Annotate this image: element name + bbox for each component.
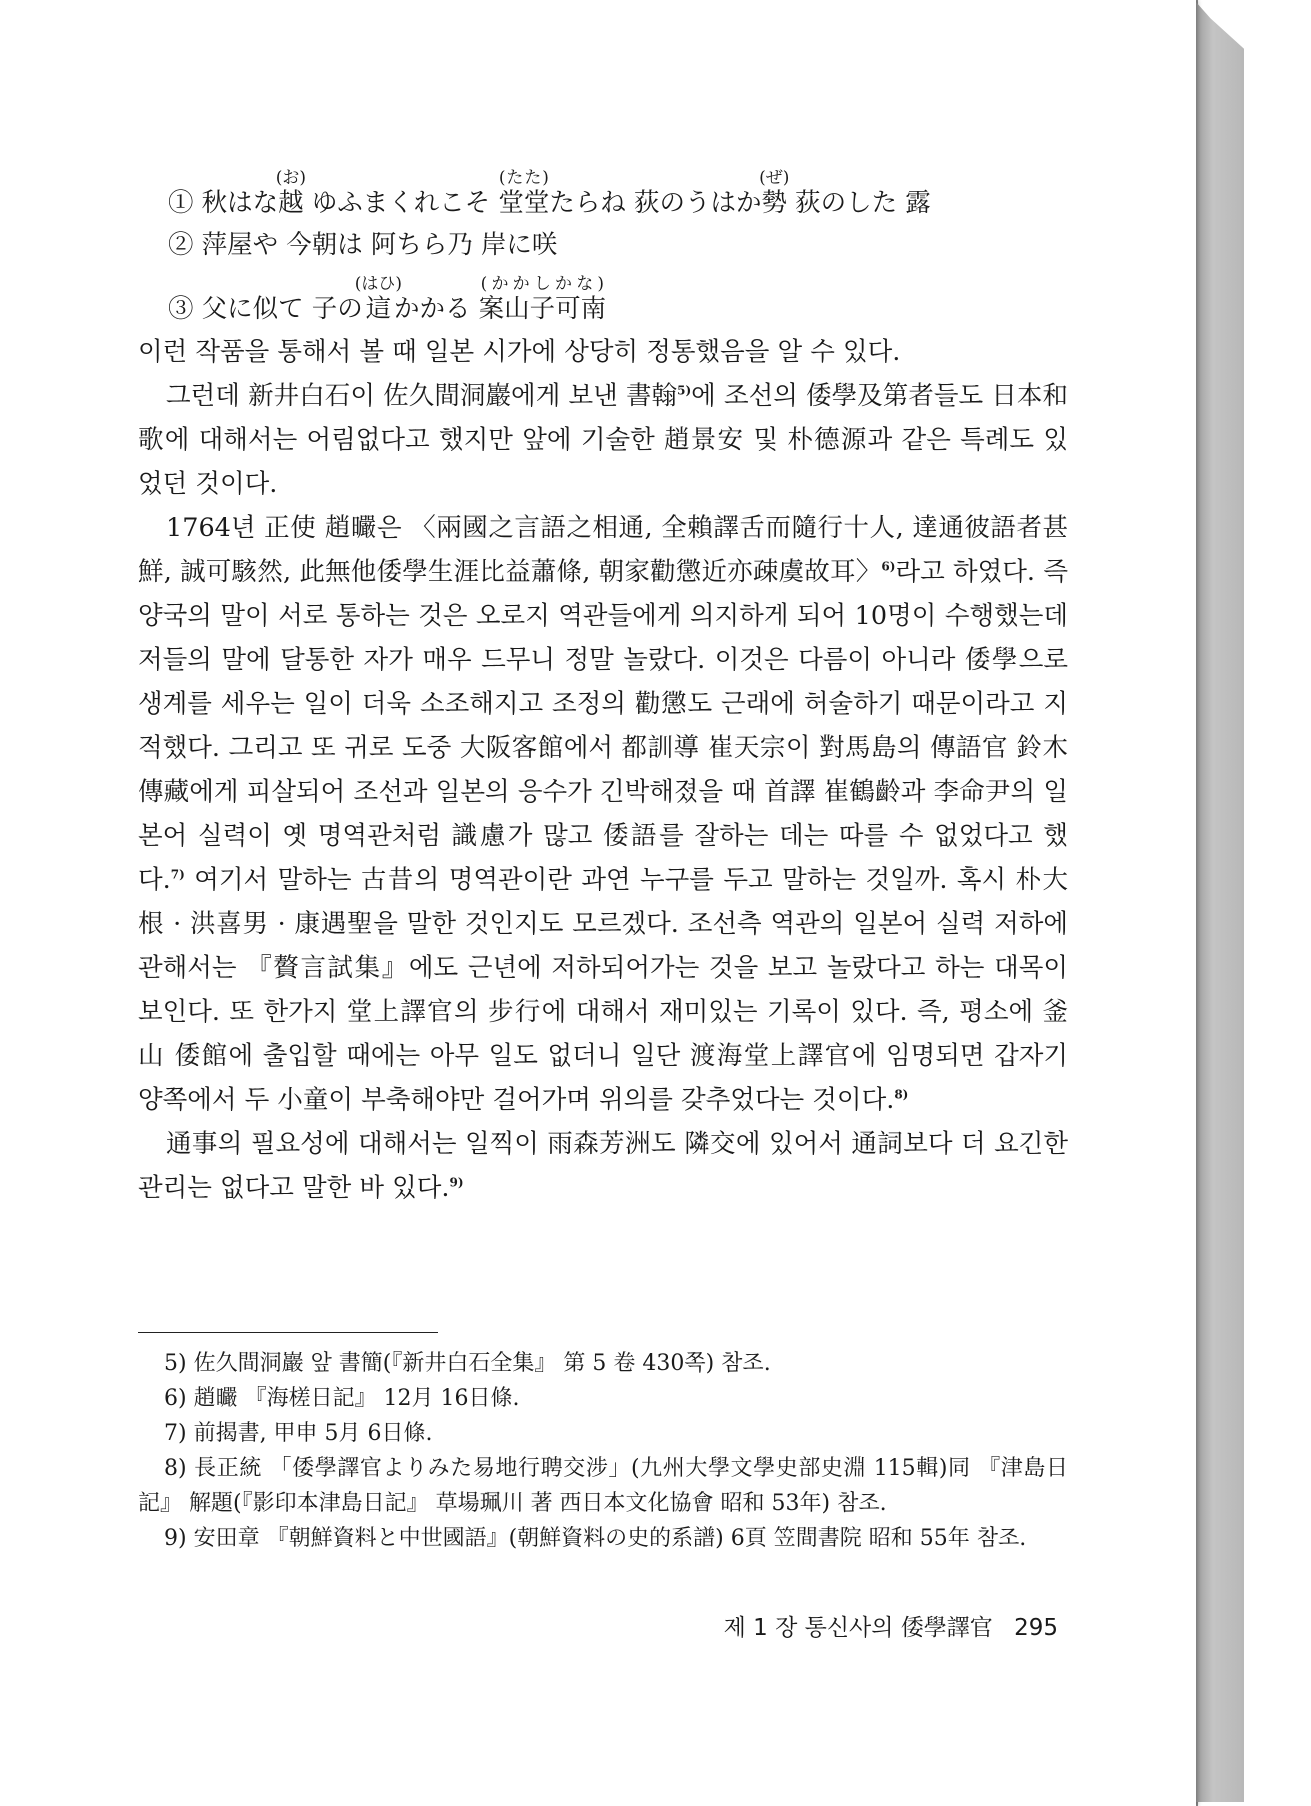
ruby-text: 案山子可南(かかしかな) (478, 274, 607, 324)
text-run: 라고 하였다. 즉 양국의 말이 서로 통하는 것은 오로지 역관들에게 의지하게 되어 10명이 수행했는데 저들의 말에 달통한 자가 매우 드무니 정말 놀랐다. 이것은 다름이 아니라 倭學으로 생계를 세우는 일이 더욱 소조해지고 조정의 勸懲도 근래에 허술하기 때문이라고 지적했다. 그리고 또 귀로 도중 大阪客館에서 都訓導 崔天宗이 對馬島의 傳語官 鈴木傳藏에게 피살되어 조선과 일본의 응수가 긴박해졌을 때 首譯 崔鶴齡과 李命尹의 일본어 실력이 옛 명역관처럼 識慮가 많고 倭語를 잘하는 데는 따를 수 없었다고 했다. (138, 557, 1068, 895)
body-text (138, 160, 1068, 1210)
paragraph (138, 330, 1068, 374)
haiku-list (138, 168, 1068, 330)
footnote-ref: 5) (677, 383, 692, 398)
footnote-ref: 7) (170, 867, 185, 882)
page-edge (1196, 2, 1244, 1802)
paragraph (138, 506, 1068, 1122)
haiku-number: ① (168, 188, 202, 218)
text-run: 이런 작품을 통해서 볼 때 일본 시가에 상당히 정통했음을 알 수 있다. (138, 337, 901, 367)
footnote-rule (138, 1332, 438, 1333)
footnotes (138, 1346, 1068, 1556)
text-run: たらね 荻のうはか (549, 188, 762, 218)
text-run: 秋はな (201, 188, 279, 218)
haiku-line (168, 168, 1068, 224)
text-run: 에 조선의 倭學及第者들도 日本和歌에 대해서는 어림없다고 했지만 앞에 기술한 趙景安 및 朴德源과 같은 특례도 있었던 것이다. (138, 381, 1068, 499)
haiku-number: ③ (168, 294, 202, 324)
haiku-line (168, 224, 1068, 266)
ruby-text: 勢(ぜ) (759, 168, 790, 218)
text-run: かかる (393, 294, 479, 324)
ruby-text: 堂堂(たた) (498, 168, 550, 218)
haiku-number: ② (168, 230, 202, 260)
ruby-text: 這(はひ) (354, 274, 402, 324)
text-run: 荻のした 露 (787, 188, 931, 218)
text-run: 通事의 필요성에 대해서는 일찍이 雨森芳洲도 隣交에 있어서 通詞보다 더 요긴한 관리는 없다고 말한 바 있다. (138, 1129, 1068, 1203)
paragraphs (138, 330, 1068, 1210)
footnote: 5) 佐久間洞巖 앞 書簡(『新井白石全集』 第 5 卷 430쪽) 참조. (164, 1351, 771, 1376)
page-number: 295 (1014, 1615, 1058, 1641)
text-run: 그런데 新井白石이 佐久間洞巖에게 보낸 書翰 (166, 381, 678, 411)
footnote: 8) 長正統 「倭學譯官よりみた易地行聘交涉」(九州大學文學史部史淵 115輯)同 『津島日記』 解題(『影印本津島日記』 草場珮川 著 西日本文化協會 昭和 53年) 참조. (138, 1456, 1068, 1516)
text-run: 여기서 말하는 古昔의 명역관이란 과연 누구를 두고 말하는 것일까. 혹시 朴大根 · 洪喜男 · 康遇聖을 말한 것인지도 모르겠다. 조선측 역관의 일본어 실력 저하에 관해서는 『贅言試集』에도 근년에 저하되어가는 것을 보고 놀랐다고 하는 대목이 보인다. 또 한가지 堂上譯官의 步行에 대해서 재미있는 기록이 있다. 즉, 평소에 釜山 倭館에 출입할 때에는 아무 일도 없더니 일단 渡海堂上譯官에 임명되면 갑자기 양쪽에서 두 小童이 부축해야만 걸어가며 위의를 갖추었다는 것이다. (138, 865, 1068, 1115)
ruby-text: 越(お) (275, 168, 307, 218)
chapter-title: 제 1 장 통신사의 倭學譯官 (723, 1615, 993, 1641)
page-footer (658, 1613, 1058, 1643)
footnote: 7) 前揭書, 甲申 5月 6日條. (164, 1421, 433, 1446)
text-run: 1764년 正使 趙曮은 〈兩國之言語之相通, 全賴譯舌而隨行十人, 達通彼語者甚鮮, 誠可駭然, 此無他倭學生涯比益蕭條, 朝家勸懲近亦疎虞故耳〉 (138, 513, 1068, 587)
text-run: ゆふまくれこそ (303, 188, 499, 218)
text-run: 萍屋や 今朝は 阿ちら乃 岸に咲 (201, 230, 558, 260)
footnote-ref: 8) (894, 1087, 909, 1102)
paragraph (138, 374, 1068, 506)
haiku-line (168, 274, 1068, 330)
footnote: 9) 安田章 『朝鮮資料と中世國語』(朝鮮資料の史的系譜) 6頁 笠間書院 昭和 55年 참조. (164, 1526, 1027, 1551)
text-run: 父に似て 子の (201, 294, 363, 324)
footnote-ref: 6) (881, 559, 896, 574)
footnote: 6) 趙曮 『海槎日記』 12月 16日條. (164, 1386, 520, 1411)
footnote-ref: 9) (449, 1175, 464, 1190)
paragraph (138, 1122, 1068, 1210)
